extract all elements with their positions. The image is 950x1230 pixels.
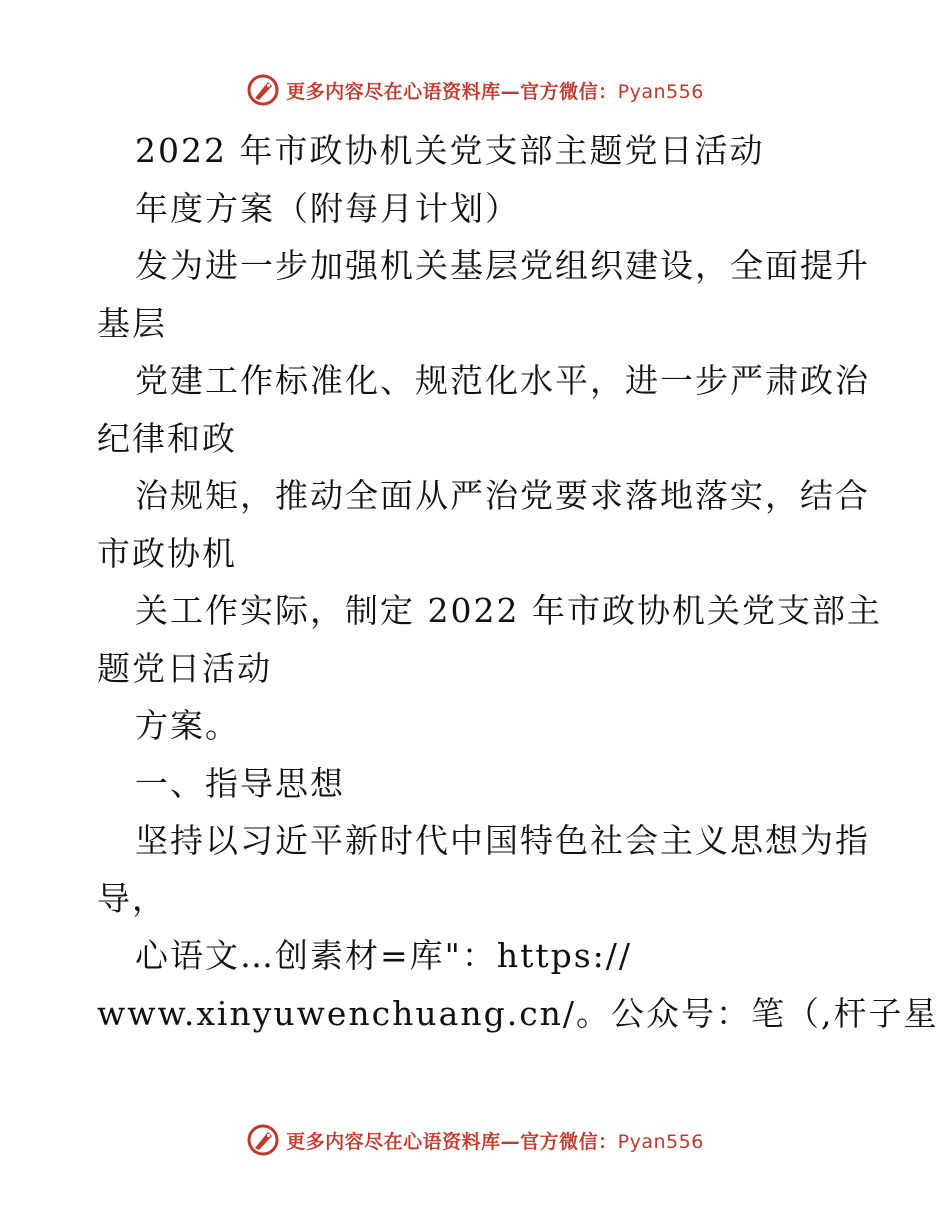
header-watermark-banner (0, 70, 950, 110)
paragraph-line: 方案。 (135, 706, 240, 745)
paragraph-line: 发为进一步加强机关基层党组织建设，全面提升 (135, 246, 870, 285)
paragraph-line: 坚持以习近平新时代中国特色社会主义思想为指 (135, 821, 870, 860)
paragraph-line: 心语文…创素材=库"：https:// (135, 936, 633, 975)
paragraph-line: 治规矩，推动全面从严治党要求落地落实，结合 (135, 476, 870, 515)
doc-title-line-1: 2022 年市政协机关党支部主题党日活动 (135, 131, 765, 170)
pen-nib-circle-icon (246, 73, 280, 107)
paragraph-line: 关工作实际，制定 2022 年市政协机关党支部主 (135, 591, 882, 630)
pen-nib-circle-icon (246, 1123, 280, 1157)
section-heading: 一、指导思想 (135, 763, 345, 803)
paragraph-line: 题党日活动 (97, 648, 272, 688)
paragraph-line: 市政协机 (97, 533, 237, 573)
banner-text: 更多内容尽在心语资料库—官方微信：Pyan556 (286, 1130, 704, 1153)
paragraph-line: www.xinyuwenchuang.cn/。公众号：笔（,杆子星 (97, 993, 939, 1033)
banner-text: 更多内容尽在心语资料库—官方微信：Pyan556 (286, 80, 704, 103)
paragraph-line: 基层 (97, 303, 167, 343)
paragraph-line: 党建工作标准化、规范化水平，进一步严肃政治 (135, 361, 870, 400)
document-body (97, 122, 939, 1042)
paragraph-line: 纪律和政 (97, 418, 237, 458)
doc-title-line-2: 年度方案（附每月计划） (135, 188, 520, 228)
paragraph-line: 导， (97, 878, 167, 918)
footer-watermark-banner (0, 1120, 950, 1160)
